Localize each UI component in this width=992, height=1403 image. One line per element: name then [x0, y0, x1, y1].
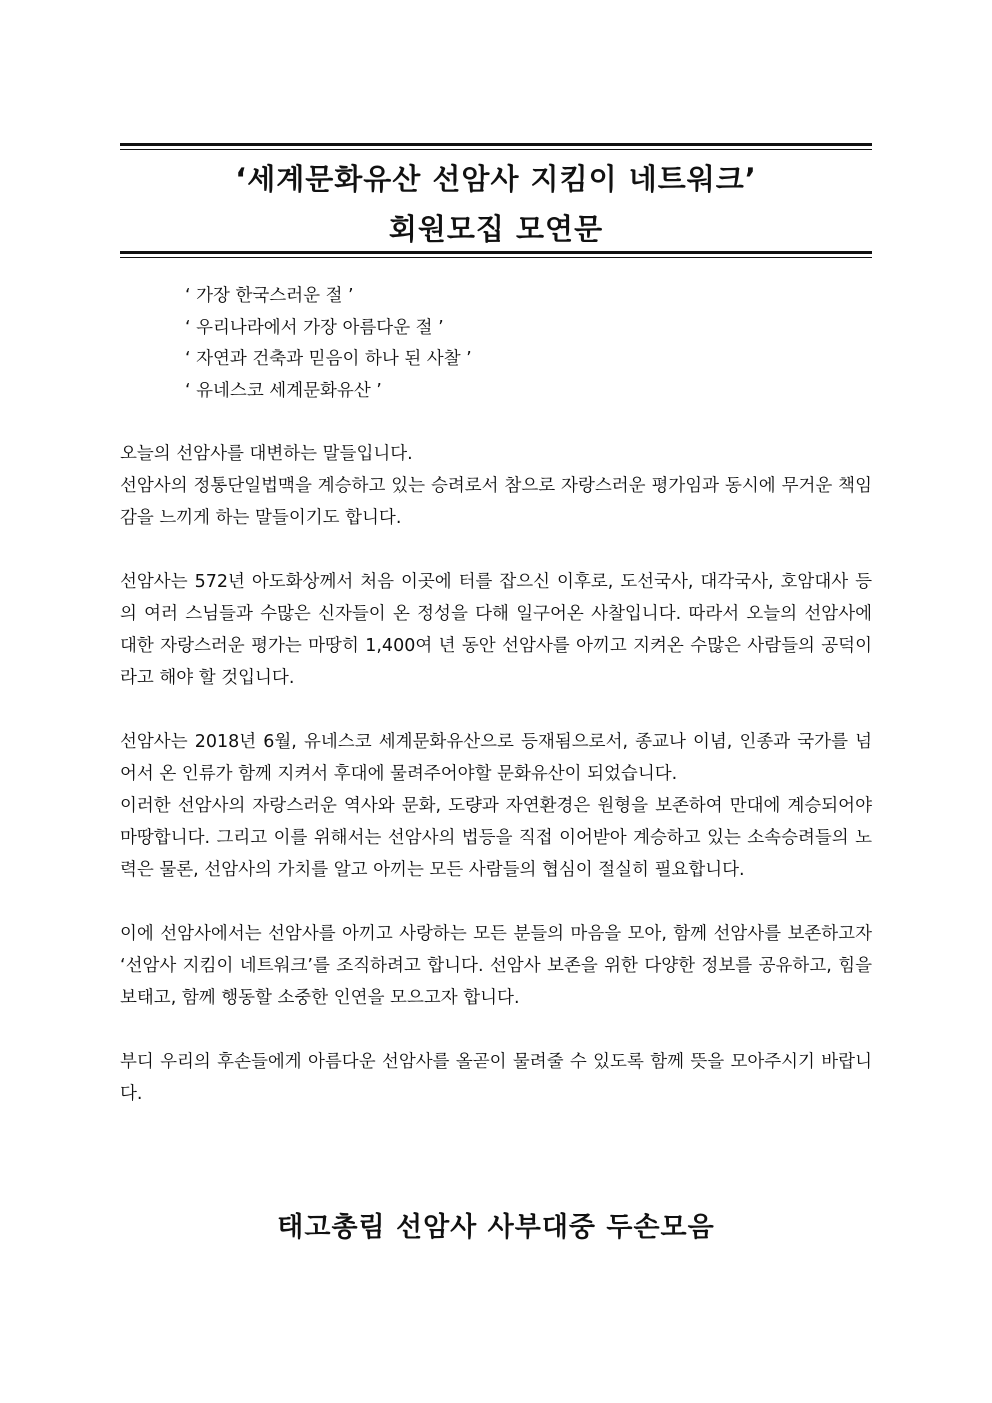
- body-text: [120, 438, 872, 1142]
- paragraph: [120, 726, 872, 886]
- paragraph-line: 선암사의 정통단일법맥을 계승하고 있는 승려로서 참으로 자랑스러운 평가임과 동시에 무거운 책임감을 느끼게 하는 말들이기도 합니다.: [120, 476, 872, 528]
- document-subtitle: 회원모집 모연문: [388, 212, 604, 246]
- quote-item: ‘ 자연과 건축과 믿음이 하나 된 사찰 ’: [185, 349, 472, 369]
- paragraph-line: 이에 선암사에서는 선암사를 아끼고 사랑하는 모든 분들의 마음을 모아, 함께 선암사를 보존하고자 ‘선암사 지킴이 네트워크’를 조직하려고 합니다. 선암사 보존을 위한 다양한 정보를 공유하고, 힘을 보태고, 함께 행동할 소중한 인연을 모으고자 합니다.: [120, 924, 872, 1008]
- paragraph-line: 오늘의 선암사를 대변하는 말들입니다.: [120, 444, 413, 464]
- quote-item: ‘ 가장 한국스러운 절 ’: [185, 286, 354, 306]
- paragraph-line: 선암사는 572년 아도화상께서 처음 이곳에 터를 잡으신 이후로, 도선국사, 대각국사, 호암대사 등의 여러 스님들과 수많은 신자들이 온 정성을 다해 일구어온 사찰입니다. 따라서 오늘의 선암사에 대한 자랑스러운 평가는 마땅히 1,400여 년 동안 선암사를 아끼고 지켜온 수많은 사람들의 공덕이라고 해야 할 것입니다.: [120, 572, 872, 688]
- title-rule-bottom: [120, 251, 872, 258]
- signature: 태고총림 선암사 사부대중 두손모음: [277, 1212, 715, 1243]
- quote-list: [185, 281, 472, 407]
- paragraph: [120, 918, 872, 1014]
- paragraph-line: 이러한 선암사의 자랑스러운 역사와 문화, 도량과 자연환경은 원형을 보존하여 만대에 계승되어야 마땅합니다. 그리고 이를 위해서는 선암사의 법등을 직접 이어받아 계승하고 있는 소속승려들의 노력은 물론, 선암사의 가치를 알고 아끼는 모든 사람들의 협심이 절실히 필요합니다.: [120, 796, 872, 880]
- paragraph: [120, 1046, 872, 1110]
- paragraph-line: 선암사는 2018년 6월, 유네스코 세계문화유산으로 등재됨으로서, 종교나 이념, 인종과 국가를 넘어서 온 인류가 함께 지켜서 후대에 물려주어야할 문화유산이 되었습니다.: [120, 732, 872, 784]
- document-title: ‘세계문화유산 선암사 지킴이 네트워크’: [235, 162, 757, 196]
- paragraph-line: 부디 우리의 후손들에게 아름다운 선암사를 올곧이 물려줄 수 있도록 함께 뜻을 모아주시기 바랍니다.: [120, 1052, 872, 1104]
- title-rule-top: [120, 143, 872, 150]
- quote-item: ‘ 우리나라에서 가장 아름다운 절 ’: [185, 317, 444, 338]
- quote-item: ‘ 유네스코 세계문화유산 ’: [185, 380, 382, 401]
- paragraph: [120, 566, 872, 694]
- paragraph: [120, 438, 872, 534]
